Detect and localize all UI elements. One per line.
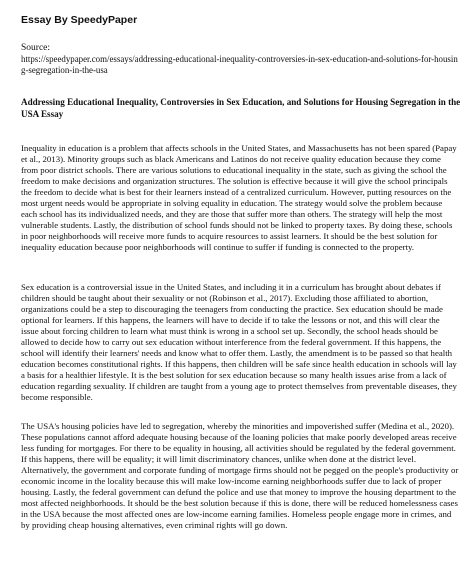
source-url-link[interactable]: https://speedypaper.com/essays/addressing-educational-inequality-controversies-in-sex-education-and-solutions-for-housing-segregation-in-the-usa — [21, 54, 458, 76]
essay-paragraph-2: Sex education is a controversial issue in the United States, and including it in a curriculum has brought about debates if children should be taught about their sexuality or not (Robinson et al., 2017). Excluding those affiliated to abortion, organizations could be a step to discouraging the teenagers from conducting the practice. Sex education should be made optional for learners. If this happens, the learners will have to decide if to take the lessons or not, and this will clear the issue about forcing children to learn what must think is wrong in a school set up. Secondly, the school heads should be allowed to decide how to carry out sex education without interference from the federal government. If this happens, the school will identify their learners' needs and know what to offer them. Lastly, the amendment is to be passed so that health education becomes constitutional rights. If this happens, then children will be safe since health education in schools will lay a basis for a healthier lifestyle. It is the best solution for sex education because so many health issues arise from a lack of education regarding sexuality. If children are taught from a young age to protect themselves from preventable diseases, they become responsible. — [21, 282, 457, 403]
source-label: Source: — [21, 43, 51, 53]
document-brand-header: Essay By SpeedyPaper — [21, 14, 138, 26]
essay-paragraph-1: Inequality in education is a problem that affects schools in the United States, and Massachusetts has not been spared (Papay et al., 2013). Minority groups such as black Americans and Latinos do not receive quality education because they come from poor district schools. There are various solutions to educational inequality in the state, such as giving the school the freedom to make decisions and organization structures. The solution is effective because it will give the school principals the freedom to decide what is best for their learners instead of a centralized curriculum. However, putting resources on the most urgent needs would be appropriate in solving equality in education. The strategy would solve the problem because each school has its individualized needs, and they are those that suffer more than others. The strategy will help the most vulnerable students. Lastly, the distribution of school funds should not be linked to property taxes. By doing these, schools in poor neighborhoods will receive more funds to acquire resources to assist learners. It should be the best solution for inequality education because poor neighborhoods will continue to suffer if funding is connected to the property. — [21, 143, 457, 253]
essay-paragraph-3: The USA's housing policies have led to segregation, whereby the minorities and impoverished suffer (Medina et al., 2020). These populations cannot afford adequate housing because of the loaning policies that make poorly developed areas receive less funding for mortgages. For there to be equality in housing, all activities should be regulated by the federal government. If this happens, there will be equality; it will limit discriminatory chances, unlike when done at the district level. Alternatively, the government and corporate funding of mortgage firms should not be pegged on the people's productivity or economic income in the locality because this will make low-income earning neighborhoods suffer due to lack of proper housing. Lastly, the federal government can defund the police and use that money to improve the housing department to the most affected neighborhoods. It should be the best solution because if this is done, there will be reduced homelessness cases in the USA because the most affected ones are low-income earning families. Homeless people engage more in crimes, and by providing cheap housing alternatives, even criminal rights will go down. — [21, 421, 459, 531]
essay-title: Addressing Educational Inequality, Controversies in Sex Education, and Solutions for Housing Segregation in the USA Essay — [21, 97, 461, 119]
